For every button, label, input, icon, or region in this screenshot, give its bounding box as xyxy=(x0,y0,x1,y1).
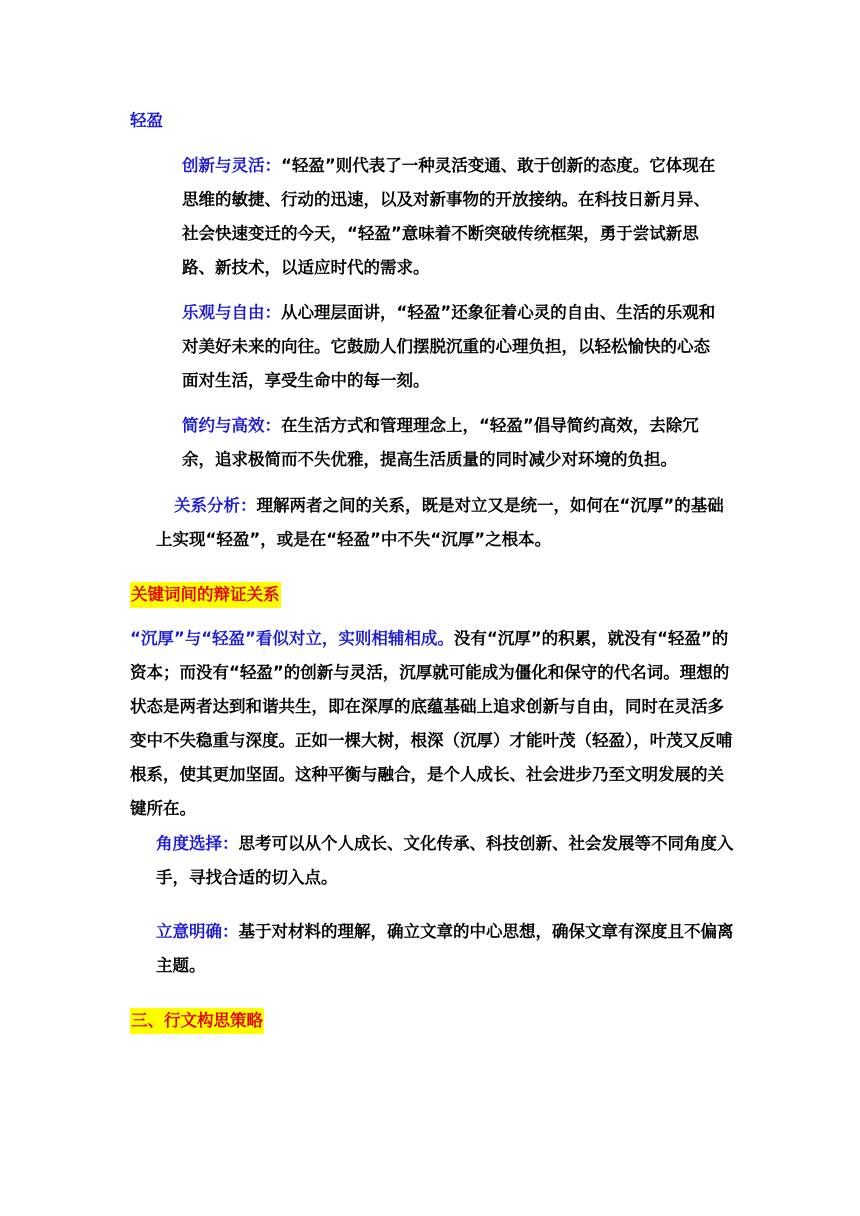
paragraph-optimism xyxy=(182,296,724,398)
paragraph-text: 基于对材料的理解，确立文章的中心思想，确保文章有深度且不偏离主题。 xyxy=(156,922,734,975)
heading-dialectic xyxy=(130,578,281,612)
paragraph-label: 乐观与自由： xyxy=(182,303,281,322)
paragraph-text: 没有“沉厚”的积累，就没有“轻盈”的资本；而没有“轻盈”的创新与灵活，沉厚就可能成为僵化和保守的代名词。理想的状态是两者达到和谐共生，即在深厚的底蕴基础上追求创新与自由，同时在灵活多变中不失稳重与深度。正如一棵大树，根深（沉厚）才能叶茂（轻盈），叶茂又反哺根系，使其更加坚固。这种平衡与融合，是个人成长、社会进步乃至文明发展的关键所在。 xyxy=(130,629,733,818)
paragraph-text: 从心理层面讲，“轻盈”还象征着心灵的自由、生活的乐观和对美好未来的向往。它鼓励人们摆脱沉重的心理负担，以轻松愉快的心态面对生活，享受生命中的每一刻。 xyxy=(182,303,716,390)
paragraph-text: 在生活方式和管理理念上，“轻盈”倡导简约高效，去除冗余，追求极简而不失优雅，提高生活质量的同时减少对环境的负担。 xyxy=(182,416,699,469)
paragraph-label: 简约与高效： xyxy=(182,416,281,435)
paragraph-lead: “沉厚”与“轻盈”看似对立，实则相辅相成。 xyxy=(130,629,454,648)
paragraph-label: 角度选择： xyxy=(156,834,239,853)
paragraph-dialectic-body xyxy=(130,622,736,826)
paragraph-innovation xyxy=(182,149,724,285)
highlighted-heading-text: 三、行文构思策略 xyxy=(130,1008,264,1034)
heading-writing-strategy xyxy=(130,1004,264,1038)
paragraph-text: 理解两者之间的关系，既是对立又是统一，如何在“沉厚”的基础上实现“轻盈”，或是在“轻盈”中不失“沉厚”之根本。 xyxy=(156,496,724,549)
paragraph-label: 创新与灵活： xyxy=(182,156,281,175)
paragraph-label: 立意明确： xyxy=(156,922,239,941)
paragraph-simplicity xyxy=(182,409,724,477)
heading-qingying: 轻盈 xyxy=(130,111,163,130)
highlighted-heading-text: 关键词间的辩证关系 xyxy=(130,582,281,608)
paragraph-clear-intent xyxy=(156,915,736,983)
paragraph-label: 关系分析： xyxy=(174,496,257,515)
paragraph-text: 思考可以从个人成长、文化传承、科技创新、社会发展等不同角度入手，寻找合适的切入点。 xyxy=(156,834,734,887)
paragraph-relation-analysis xyxy=(156,489,736,557)
paragraph-angle-choice xyxy=(156,827,736,895)
paragraph-text: “轻盈”则代表了一种灵活变通、敢于创新的态度。它体现在思维的敏捷、行动的迅速，以及对新事物的开放接纳。在科技日新月异、社会快速变迁的今天，“轻盈”意味着不断突破传统框架，勇于尝试新思路、新技术，以适应时代的需求。 xyxy=(182,156,716,277)
